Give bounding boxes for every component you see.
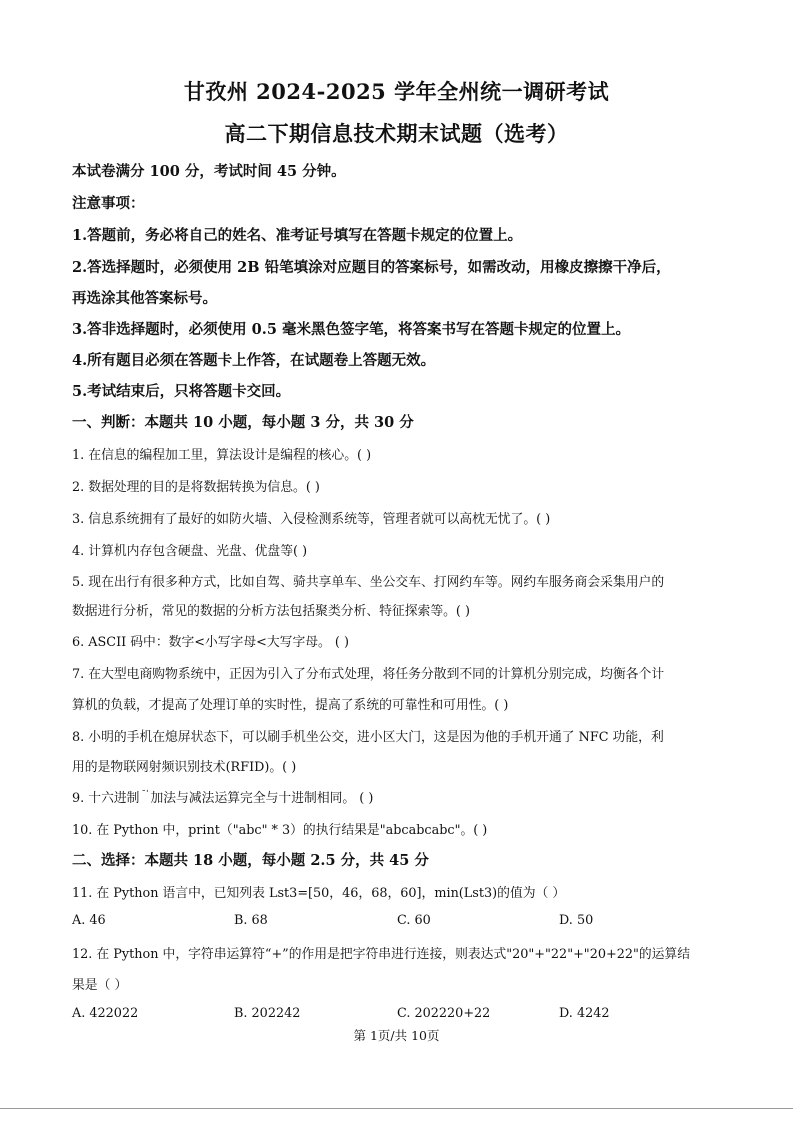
exam-subtitle: 高二下期信息技术期末试题（选考） xyxy=(224,121,569,146)
question-10: 10. 在 Python 中，print（"abc" * 3）的执行结果是"abcabcabc"。( ) xyxy=(72,823,488,838)
question-5-line-2: 数据进行分析，常见的数据的分析方法包括聚类分析、特征探索等。( ) xyxy=(72,604,470,619)
question-11-option-b: B. 68 xyxy=(234,913,268,928)
question-9-text-end: 加法与减法运算完全与十进制相同。 ( ) xyxy=(150,791,374,806)
question-8-line-2: 用的是物联网射频识别技术(RFID)。( ) xyxy=(72,760,297,775)
question-12-option-b: B. 202242 xyxy=(234,1006,301,1021)
note-4: 4.所有题目必须在答题卡上作答，在试题卷上答题无效。 xyxy=(72,352,436,369)
page-number: 第 1页/共 10页 xyxy=(353,1028,440,1043)
question-7-line-2: 算机的负载，才提高了处理订单的实时性，提高了系统的可靠性和可用性。( ) xyxy=(72,698,509,713)
question-9 xyxy=(72,787,722,806)
question-12-option-c: C. 202220+22 xyxy=(397,1006,491,1021)
question-11-option-c: C. 60 xyxy=(397,913,431,928)
section-2-heading: 二、选择：本题共 18 小题，每小题 2.5 分，共 45 分 xyxy=(72,852,429,869)
question-12-line-1: 12. 在 Python 中，字符串运算符“+”的作用是把字符串进行连接，则表达式"20"+"22"+"20+22"的运算结 xyxy=(72,947,691,962)
section-1-heading: 一、判断：本题共 10 小题，每小题 3 分，共 30 分 xyxy=(72,414,414,431)
notes-title: 注意事项： xyxy=(72,195,145,212)
question-11-option-d: D. 50 xyxy=(559,913,594,928)
note-5: 5.考试结束后，只将答题卡交回。 xyxy=(72,383,291,400)
question-11-option-a: A. 46 xyxy=(72,913,106,928)
score-time-info: 本试卷满分 100 分，考试时间 45 分钟。 xyxy=(72,163,346,180)
question-12-option-a: A. 422022 xyxy=(72,1006,139,1021)
question-7-line-1: 7. 在大型电商购物系统中，正因为引入了分布式处理，将任务分散到不同的计算机分别完成，均衡各个计 xyxy=(72,667,665,682)
note-2-line-1: 2.答选择题时，必须使用 2B 铅笔填涂对应题目的答案标号，如需改动，用橡皮擦擦干净后， xyxy=(72,259,671,276)
question-3: 3. 信息系统拥有了最好的如防火墙、入侵检测系统等，管理者就可以高枕无忧了。( ) xyxy=(72,512,551,527)
question-11: 11. 在 Python 语言中，已知列表 Lst3=[50，46，68，60]，min(Lst3)的值为（ ） xyxy=(72,886,566,901)
note-3: 3.答非选择题时，必须使用 0.5 毫米黑色签字笔，将答案书写在答题卡规定的位置上。 xyxy=(72,321,630,338)
question-12-line-2: 果是（ ） xyxy=(72,978,128,993)
question-6: 6. ASCII 码中：数字<小写字母<大写字母。 ( ) xyxy=(72,635,349,650)
question-8-line-1: 8. 小明的手机在熄屏状态下，可以刷手机坐公交，进小区大门，这是因为他的手机开通了 NFC 功能，利 xyxy=(72,730,664,745)
question-1: 1. 在信息的编程加工里，算法设计是编程的核心。( ) xyxy=(72,448,372,463)
note-1: 1.答题前，务必将自己的姓名、准考证号填写在答题卡规定的位置上。 xyxy=(72,227,523,244)
page-bottom-divider xyxy=(0,1108,793,1109)
exam-title: 甘孜州 2024-2025 学年全州统一调研考试 xyxy=(183,79,610,104)
question-12-option-d: D. 4242 xyxy=(559,1006,610,1021)
note-2-line-2: 再选涂其他答案标号。 xyxy=(72,290,217,307)
question-9-text-start: 9. 十六进制 xyxy=(72,791,140,806)
question-4: 4. 计算机内存包含硬盘、光盘、优盘等( ) xyxy=(72,544,308,559)
question-5-line-1: 5. 现在出行有很多种方式，比如自驾、骑共享单车、坐公交车、打网约车等。网约车服务商会采集用户的 xyxy=(72,575,665,590)
question-2: 2. 数据处理的目的是将数据转换为信息。( ) xyxy=(72,480,320,495)
question-9-stray-mark: ˉˈ xyxy=(141,789,149,800)
